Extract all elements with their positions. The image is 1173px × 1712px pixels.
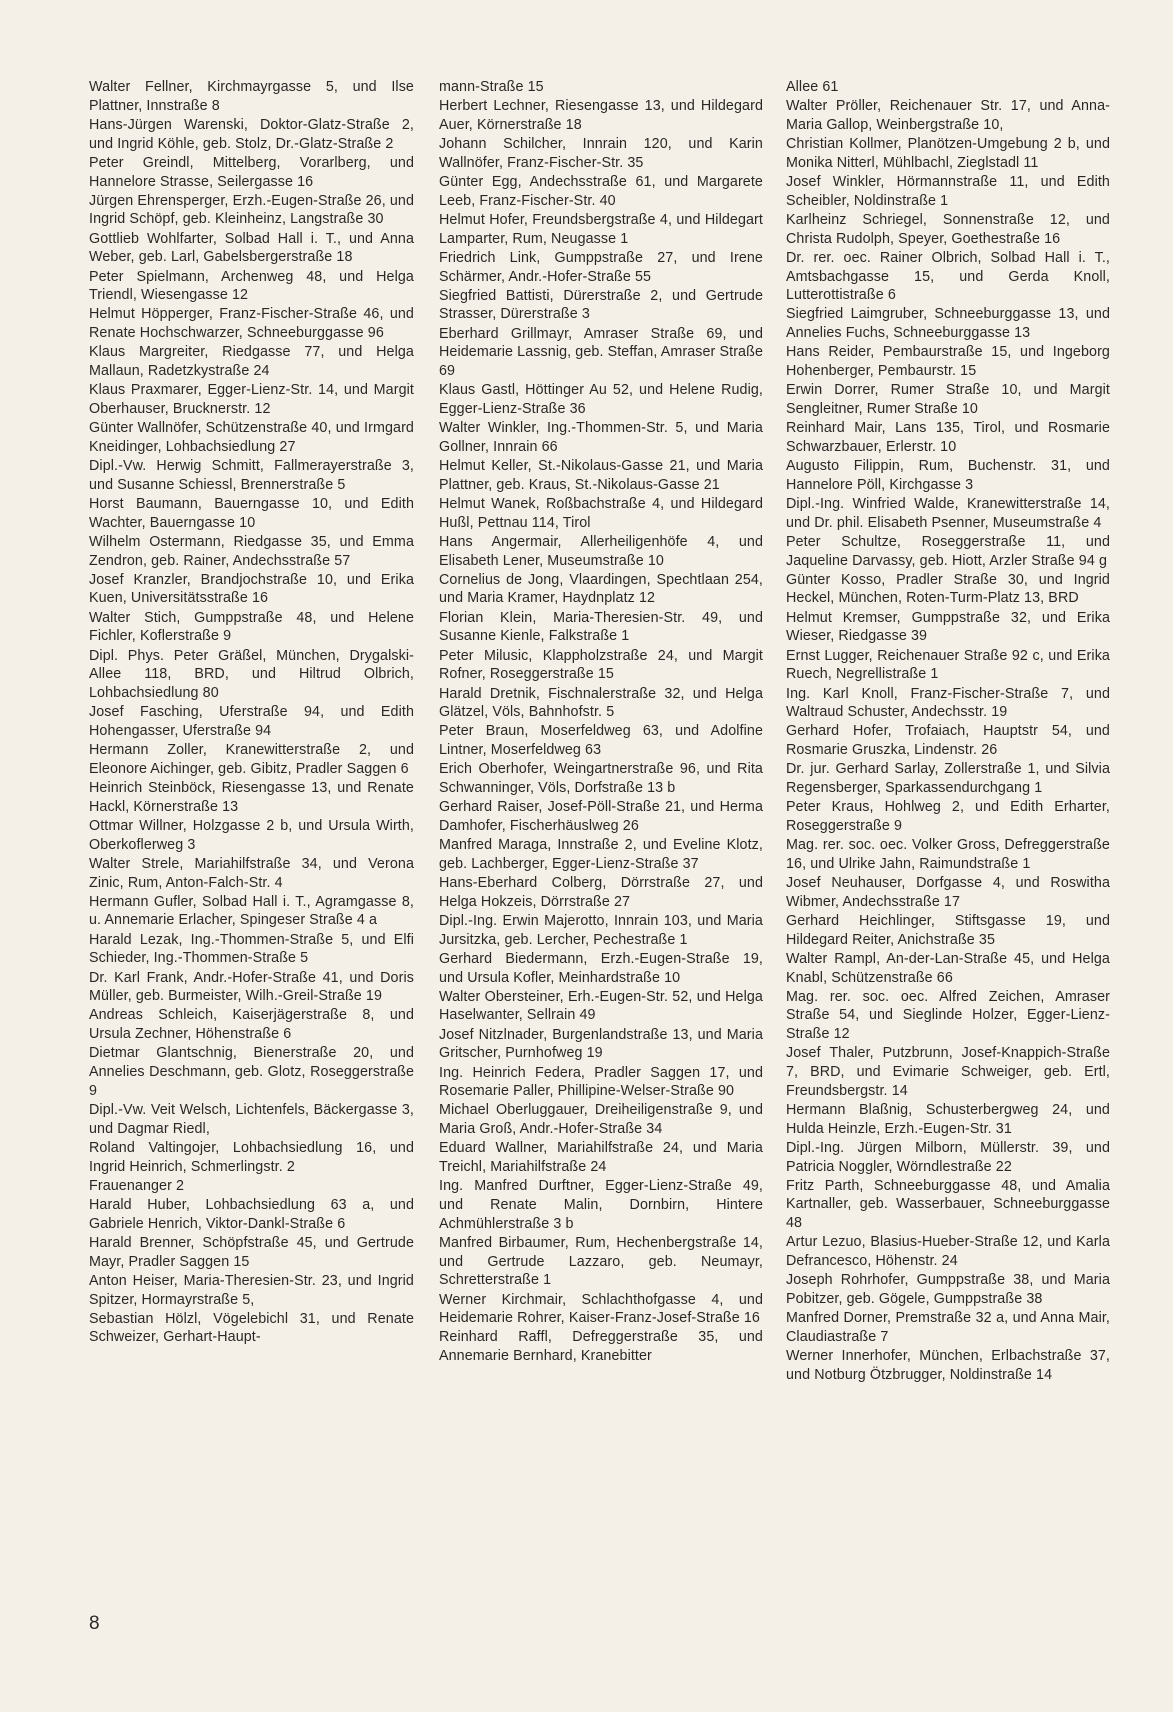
entry: Siegfried Battisti, Dürerstraße 2, und Gertrude Strasser, Dürerstraße 3 (439, 287, 763, 323)
entry: Klaus Margreiter, Riedgasse 77, und Helga Mallaun, Radetzkystraße 24 (89, 344, 414, 380)
entry: Harald Huber, Lohbachsiedlung 63 a, und Gabriele Henrich, Viktor-Dankl-Straße 6 (89, 1196, 414, 1232)
entry: Roland Valtingojer, Lohbachsiedlung 16, und Ingrid Heinrich, Schmerlingstr. 2 (89, 1139, 414, 1175)
entry: Erich Oberhofer, Weingartnerstraße 96, und Rita Schwanninger, Völs, Dorfstraße 13 b (439, 761, 763, 797)
entry: Manfred Maraga, Innstraße 2, und Eveline Klotz, geb. Lachberger, Egger-Lienz-Straße 37 (439, 837, 763, 872)
entry: Eduard Wallner, Mariahilfstraße 24, und Maria Treichl, Mariahilfstraße 24 (439, 1140, 763, 1176)
entry: Dipl.-Vw. Veit Welsch, Lichtenfels, Bäckergasse 3, und Dagmar Riedl, (89, 1101, 414, 1137)
entry: Peter Schultze, Roseggerstraße 11, und Jaqueline Darvassy, geb. Hiott, Arzler Straße 94 g (786, 533, 1110, 569)
entry: Helmut Kremser, Gumppstraße 32, und Erika Wieser, Riedgasse 39 (786, 609, 1110, 645)
entry: Reinhard Raffl, Defreggerstraße 35, und Annemarie Bernhard, Kranebitter (439, 1329, 763, 1365)
entry: Walter Strele, Mariahilfstraße 34, und Verona Zinic, Rum, Anton-Falch-Str. 4 (89, 855, 414, 891)
entry: Augusto Filippin, Rum, Buchenstr. 31, und Hannelore Pöll, Kirchgasse 3 (786, 458, 1110, 493)
entry: Hans Reider, Pembaurstraße 15, und Ingeborg Hohenberger, Pembaurstr. 15 (786, 344, 1110, 380)
entry: Walter Stich, Gumppstraße 48, und Helene Fichler, Koflerstraße 9 (89, 609, 414, 645)
entry: Dr. Karl Frank, Andr.-Hofer-Straße 41, und Doris Müller, geb. Burmeister, Wilh.-Greil-Straße 19 (89, 969, 414, 1005)
entry: Ing. Karl Knoll, Franz-Fischer-Straße 7, und Waltraud Schuster, Andechsstr. 19 (786, 685, 1110, 721)
entry: Manfred Dorner, Premstraße 32 a, und Anna Mair, Claudiastraße 7 (786, 1310, 1110, 1345)
entry: Ing. Manfred Durftner, Egger-Lienz-Straße 49, und Renate Malin, Dornbirn, Hintere Achmühlerstraße 3 b (439, 1178, 763, 1232)
entry: Mag. rer. soc. oec. Alfred Zeichen, Amraser Straße 54, und Sieglinde Holzer, Egger-Lienz-Straße 12 (786, 988, 1110, 1043)
entry: mann-Straße 15 (439, 79, 544, 95)
entry: Johann Schilcher, Innrain 120, und Karin Wallnöfer, Franz-Fischer-Str. 35 (439, 136, 763, 171)
entry: Peter Greindl, Mittelberg, Vorarlberg, und Hannelore Strasse, Seilergasse 16 (89, 154, 414, 190)
entry: Harald Brenner, Schöpfstraße 45, und Gertrude Mayr, Pradler Saggen 15 (89, 1234, 414, 1270)
text-column-1 (89, 78, 414, 1348)
entry: Ernst Lugger, Reichenauer Straße 92 c, und Erika Ruech, Negrellistraße 1 (786, 647, 1110, 683)
text-column-3 (786, 78, 1110, 1385)
entry: Jürgen Ehrensperger, Erzh.-Eugen-Straße 26, und Ingrid Schöpf, geb. Kleinheinz, Langstraße 30 (89, 192, 414, 228)
entry: Joseph Rohrhofer, Gumppstraße 38, und Maria Pobitzer, geb. Gögele, Gumppstraße 38 (786, 1272, 1110, 1307)
entry: Dipl.-Vw. Herwig Schmitt, Fallmerayerstraße 3, und Susanne Schiessl, Brennerstraße 5 (89, 458, 414, 493)
entry: Friedrich Link, Gumppstraße 27, und Irene Schärmer, Andr.-Hofer-Straße 55 (439, 249, 763, 285)
entry: Helmut Keller, St.-Nikolaus-Gasse 21, und Maria Plattner, geb. Kraus, St.-Nikolaus-Gasse 21 (439, 458, 763, 493)
page-number: 8 (89, 1613, 100, 1634)
entry: Siegfried Laimgruber, Schneeburggasse 13, und Annelies Fuchs, Schneeburggasse 13 (786, 306, 1110, 342)
entry: Gerhard Biedermann, Erzh.-Eugen-Straße 19, und Ursula Kofler, Meinhardstraße 10 (439, 950, 763, 986)
entry: Cornelius de Jong, Vlaardingen, Spechtlaan 254, und Maria Kramer, Haydnplatz 12 (439, 571, 763, 607)
entry: Hans Angermair, Allerheiligenhöfe 4, und Elisabeth Lener, Museumstraße 10 (439, 533, 763, 569)
entry: Manfred Birbaumer, Rum, Hechenbergstraße 14, und Gertrude Lazzaro, geb. Neumayr, Schretterstraße 1 (439, 1234, 763, 1289)
entry: Dietmar Glantschnig, Bienerstraße 20, und Annelies Deschmann, geb. Glotz, Roseggerstraße 9 (89, 1045, 414, 1099)
entry: Werner Innerhofer, München, Erlbachstraße 37, und Notburg Ötzbrugger, Noldinstraße 14 (786, 1348, 1110, 1383)
entry: Michael Oberluggauer, Dreiheiligenstraße 9, und Maria Groß, Andr.-Hofer-Straße 34 (439, 1102, 763, 1138)
entry: Helmut Hofer, Freundsbergstraße 4, und Hildegart Lamparter, Rum, Neugasse 1 (439, 211, 763, 247)
entry: Herbert Lechner, Riesengasse 13, und Hildegard Auer, Körnerstraße 18 (439, 98, 763, 133)
entry: Klaus Gastl, Höttinger Au 52, und Helene Rudig, Egger-Lienz-Straße 36 (439, 382, 763, 417)
entry: Dipl.-Ing. Erwin Majerotto, Innrain 103, und Maria Jursitzka, geb. Lercher, Pechestraße 1 (439, 912, 763, 948)
entry: Allee 61 (786, 79, 839, 95)
entry: Harald Dretnik, Fischnalerstraße 32, und Helga Glätzel, Völs, Bahnhofstr. 5 (439, 685, 763, 721)
entry: Christian Kollmer, Planötzen-Umgebung 2 b, und Monika Nitterl, Mühlbachl, Zieglstadl 11 (786, 136, 1110, 171)
entry: Mag. rer. soc. oec. Volker Gross, Defreggerstraße 16, und Ulrike Jahn, Raimundstraße 1 (786, 837, 1110, 872)
entry: Walter Pröller, Reichenauer Str. 17, und Anna-Maria Gallop, Weinbergstraße 10, (786, 98, 1110, 133)
entry: Artur Lezuo, Blasius-Hueber-Straße 12, und Karla Defrancesco, Höhenstr. 24 (786, 1234, 1110, 1270)
text-column-2 (439, 78, 763, 1366)
entry: Werner Kirchmair, Schlachthofgasse 4, und Heidemarie Rohrer, Kaiser-Franz-Josef-Straße 16 (439, 1291, 763, 1327)
entry: Dipl. Phys. Peter Gräßel, München, Drygalski-Allee 118, BRD, und Hiltrud Olbrich, Lohbachsiedlung 80 (89, 647, 414, 701)
entry: Helmut Höpperger, Franz-Fischer-Straße 46, und Renate Hochschwarzer, Schneeburggasse 96 (89, 306, 414, 342)
entry: Gottlieb Wohlfarter, Solbad Hall i. T., und Anna Weber, geb. Larl, Gabelsbergerstraße 18 (89, 230, 414, 266)
entry: Walter Fellner, Kirchmayrgasse 5, und Ilse Plattner, Innstraße 8 (89, 79, 414, 114)
entry: Josef Winkler, Hörmannstraße 11, und Edith Scheibler, Noldinstraße 1 (786, 174, 1110, 209)
entry: Eberhard Grillmayr, Amraser Straße 69, und Heidemarie Lassnig, geb. Steffan, Amraser Straße 69 (439, 325, 763, 380)
entry: Gerhard Raiser, Josef-Pöll-Straße 21, und Herma Damhofer, Fischerhäuslweg 26 (439, 799, 763, 834)
entry: Josef Neuhauser, Dorfgasse 4, und Roswitha Wibmer, Andechsstraße 17 (786, 875, 1110, 910)
entry: Hermann Blaßnig, Schusterbergweg 24, und Hulda Heinzle, Erzh.-Eugen-Str. 31 (786, 1101, 1110, 1137)
entry: Klaus Praxmarer, Egger-Lienz-Str. 14, und Margit Oberhauser, Brucknerstr. 12 (89, 382, 414, 417)
entry: Fritz Parth, Schneeburggasse 48, und Amalia Kartnaller, geb. Wasserbauer, Schneeburggasse 48 (786, 1177, 1110, 1232)
entry: Erwin Dorrer, Rumer Straße 10, und Margit Sengleitner, Rumer Straße 10 (786, 382, 1110, 417)
entry: Dr. jur. Gerhard Sarlay, Zollerstraße 1, und Silvia Regensberger, Sparkassendurchgang 1 (786, 761, 1110, 797)
entry: Dipl.-Ing. Jürgen Milborn, Müllerstr. 39, und Patricia Noggler, Wörndlestraße 22 (786, 1139, 1110, 1175)
entry: Gerhard Heichlinger, Stiftsgasse 19, und Hildegard Reiter, Anichstraße 35 (786, 912, 1110, 948)
entry: Ottmar Willner, Holzgasse 2 b, und Ursula Wirth, Oberkoflerweg 3 (89, 817, 414, 853)
entry: Peter Kraus, Hohlweg 2, und Edith Erharter, Roseggerstraße 9 (786, 799, 1110, 834)
entry: Gerhard Hofer, Trofaiach, Hauptstr 54, und Rosmarie Gruszka, Lindenstr. 26 (786, 723, 1110, 759)
entry: Josef Nitzlnader, Burgenlandstraße 13, und Maria Gritscher, Purnhofweg 19 (439, 1026, 763, 1062)
entry: Peter Spielmann, Archenweg 48, und Helga Triendl, Wiesengasse 12 (89, 268, 414, 304)
entry: Josef Fasching, Uferstraße 94, und Edith Hohengasser, Uferstraße 94 (89, 704, 414, 739)
entry: Günter Egg, Andechsstraße 61, und Margarete Leeb, Franz-Fischer-Str. 40 (439, 174, 763, 209)
entry: Dipl.-Ing. Winfried Walde, Kranewitterstraße 14, und Dr. phil. Elisabeth Psenner, Museumstraße 4 (786, 495, 1110, 531)
entry: Josef Kranzler, Brandjochstraße 10, und Erika Kuen, Universitätsstraße 16 (89, 571, 414, 607)
entry: Walter Winkler, Ing.-Thommen-Str. 5, und Maria Gollner, Innrain 66 (439, 420, 763, 455)
entry: Harald Lezak, Ing.-Thommen-Straße 5, und Elfi Schieder, Ing.-Thommen-Straße 5 (89, 931, 414, 967)
entry: Günter Kosso, Pradler Straße 30, und Ingrid Heckel, München, Roten-Turm-Platz 13, BRD (786, 571, 1110, 607)
entry: Andreas Schleich, Kaiserjägerstraße 8, und Ursula Zechner, Höhenstraße 6 (89, 1007, 414, 1043)
entry: Reinhard Mair, Lans 135, Tirol, und Rosmarie Schwarzbauer, Erlerstr. 10 (786, 420, 1110, 455)
entry: Helmut Wanek, Roßbachstraße 4, und Hildegard Hußl, Pettnau 114, Tirol (439, 495, 763, 531)
entry: Hans-Eberhard Colberg, Dörrstraße 27, und Helga Hokzeis, Dörrstraße 27 (439, 875, 763, 910)
entry: Karlheinz Schriegel, Sonnenstraße 12, und Christa Rudolph, Speyer, Goethestraße 16 (786, 211, 1110, 247)
entry: Heinrich Steinböck, Riesengasse 13, und Renate Hackl, Körnerstraße 13 (89, 780, 414, 815)
entry: Dr. rer. oec. Rainer Olbrich, Solbad Hall i. T., Amtsbachgasse 15, und Gerda Knoll, Lutterottistraße 6 (786, 249, 1110, 304)
entry: Horst Baumann, Bauerngasse 10, und Edith Wachter, Bauerngasse 10 (89, 495, 414, 531)
entry: Anton Heiser, Maria-Theresien-Str. 23, und Ingrid Spitzer, Hormayrstraße 5, (89, 1272, 414, 1308)
entry: Ing. Heinrich Federa, Pradler Saggen 17, und Rosemarie Paller, Phillipine-Welser-Straße 90 (439, 1064, 763, 1100)
entry: Walter Obersteiner, Erh.-Eugen-Str. 52, und Helga Haselwanter, Sellrain 49 (439, 988, 763, 1024)
entry: Hans-Jürgen Warenski, Doktor-Glatz-Straße 2, und Ingrid Köhle, geb. Stolz, Dr.-Glatz-Straße 2 (89, 116, 414, 152)
entry: Hermann Zoller, Kranewitterstraße 2, und Eleonore Aichinger, geb. Gibitz, Pradler Saggen 6 (89, 742, 414, 777)
entry: Günter Wallnöfer, Schützenstraße 40, und Irmgard Kneidinger, Lohbachsiedlung 27 (89, 420, 414, 455)
entry: Sebastian Hölzl, Vögelebichl 31, und Renate Schweizer, Gerhart-Haupt- (89, 1310, 414, 1346)
entry: Josef Thaler, Putzbrunn, Josef-Knappich-Straße 7, BRD, und Evimarie Schweiger, geb. Ertl, Freundsbergstr. 14 (786, 1045, 1110, 1099)
entry: Wilhelm Ostermann, Riedgasse 35, und Emma Zendron, geb. Rainer, Andechsstraße 57 (89, 533, 414, 569)
entry: Peter Braun, Moserfeldweg 63, und Adolfine Lintner, Moserfeldweg 63 (439, 723, 763, 759)
entry: Hermann Gufler, Solbad Hall i. T., Agramgasse 8, u. Annemarie Erlacher, Spingeser Straße 4 a (89, 893, 414, 929)
entry: Frauenanger 2 (89, 1177, 185, 1194)
entry: Florian Klein, Maria-Theresien-Str. 49, und Susanne Kienle, Falkstraße 1 (439, 609, 763, 645)
entry: Peter Milusic, Klappholzstraße 24, und Margit Rofner, Roseggerstraße 15 (439, 647, 763, 683)
entry: Walter Rampl, An-der-Lan-Straße 45, und Helga Knabl, Schützenstraße 66 (786, 950, 1110, 986)
